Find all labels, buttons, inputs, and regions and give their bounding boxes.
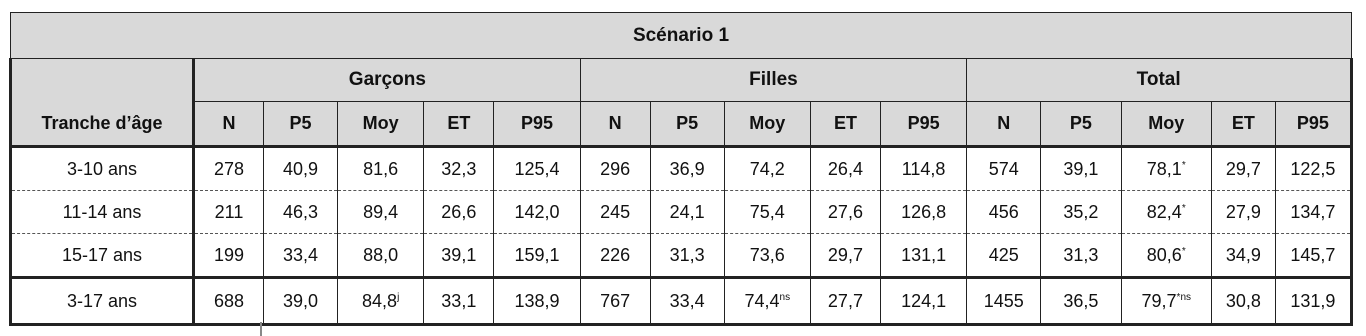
cell-value: 40,9 <box>282 158 318 179</box>
cell-value: 26,4 <box>827 158 863 179</box>
table-cell <box>1212 278 1276 325</box>
cell-value: 114,8 <box>901 158 946 179</box>
cell-value: 27,7 <box>827 290 863 311</box>
table-cell <box>1275 234 1351 278</box>
table-cell <box>1041 234 1121 278</box>
col-header-n: N <box>580 102 650 147</box>
cell-value: 159,1 <box>514 244 560 265</box>
table-cell <box>724 278 810 325</box>
corner-cell <box>11 59 194 102</box>
table-cell <box>337 191 423 234</box>
cell-value: 145,7 <box>1290 244 1336 265</box>
table-cell <box>810 234 880 278</box>
cell-value: 75,4 <box>749 201 785 222</box>
col-header-p5: P5 <box>1041 102 1121 147</box>
cell-value: 33,4 <box>282 244 318 265</box>
col-header-et: ET <box>810 102 880 147</box>
cell-annotation: * <box>1181 245 1186 257</box>
cell-value: 33,1 <box>441 290 477 311</box>
table-cell <box>580 147 650 191</box>
table-cell <box>580 278 650 325</box>
table-cell <box>880 191 966 234</box>
cell-value: 78,1 <box>1146 158 1182 179</box>
cell-value: 226 <box>600 244 631 265</box>
cell-value: 131,1 <box>901 244 947 265</box>
cell-value: 142,0 <box>514 201 560 222</box>
col-header-et: ET <box>424 102 494 147</box>
cell-value: 34,9 <box>1225 244 1261 265</box>
table-cell <box>880 278 966 325</box>
table-cell <box>724 191 810 234</box>
table-cell <box>424 147 494 191</box>
table-row <box>11 147 1352 191</box>
table-cell <box>1212 191 1276 234</box>
col-header-p95: P95 <box>880 102 966 147</box>
table-cell <box>424 191 494 234</box>
group-header-garcons: Garçons <box>194 59 581 102</box>
cell-value: 29,7 <box>1225 158 1261 179</box>
table-cell <box>194 234 264 278</box>
cell-value: 31,3 <box>669 244 705 265</box>
cell-value: 125,4 <box>514 158 560 179</box>
cell-value: 574 <box>988 158 1019 179</box>
cell-value: 74,4 <box>744 290 780 311</box>
col-header-p5: P5 <box>263 102 337 147</box>
age-group-label: 3-10 ans <box>11 147 194 191</box>
cell-value: 39,0 <box>282 290 318 311</box>
cell-value: 456 <box>988 201 1019 222</box>
table-cell <box>337 234 423 278</box>
table-cell <box>263 147 337 191</box>
cell-value: 82,4 <box>1146 201 1182 222</box>
cell-value: 36,9 <box>669 158 705 179</box>
column-header-row <box>11 102 1352 147</box>
table-cell <box>967 147 1041 191</box>
table-cell <box>194 278 264 325</box>
table-body <box>11 147 1352 325</box>
table-cell <box>424 234 494 278</box>
scenario-table <box>9 12 1353 326</box>
table-cell <box>880 234 966 278</box>
table-cell <box>1041 278 1121 325</box>
table-cell <box>337 278 423 325</box>
table-cell <box>263 191 337 234</box>
table-cell <box>337 147 423 191</box>
table-cell <box>650 191 724 234</box>
table-cell <box>424 278 494 325</box>
cell-value: 84,8 <box>362 290 398 311</box>
table-cell <box>724 147 810 191</box>
cell-value: 767 <box>600 290 631 311</box>
age-group-label: 3-17 ans <box>11 278 194 325</box>
table-title: Scénario 1 <box>11 13 1352 59</box>
col-header-p95: P95 <box>494 102 580 147</box>
table-cell <box>263 234 337 278</box>
age-group-header: Tranche d’âge <box>11 102 194 147</box>
group-header-total: Total <box>967 59 1352 102</box>
table-cell <box>967 278 1041 325</box>
col-header-n: N <box>194 102 264 147</box>
table-cell <box>650 234 724 278</box>
cell-value: 425 <box>988 244 1019 265</box>
table-cell <box>1275 147 1351 191</box>
cell-value: 73,6 <box>749 244 785 265</box>
table-cell <box>1041 191 1121 234</box>
cell-value: 296 <box>600 158 631 179</box>
cell-value: 131,9 <box>1290 290 1336 311</box>
table-cell <box>1041 147 1121 191</box>
table-cell <box>1212 147 1276 191</box>
cell-value: 211 <box>214 201 244 222</box>
col-header-n: N <box>967 102 1041 147</box>
cell-value: 199 <box>213 244 245 265</box>
cell-value: 79,7 <box>1141 290 1177 311</box>
table-cell <box>494 234 580 278</box>
table-cell <box>1121 278 1211 325</box>
table-row <box>11 278 1352 325</box>
cell-value: 35,2 <box>1063 201 1099 222</box>
cell-value: 31,3 <box>1063 244 1099 265</box>
cell-value: 33,4 <box>669 290 705 311</box>
table-cell <box>880 147 966 191</box>
col-header-p95: P95 <box>1275 102 1351 147</box>
col-header-p5: P5 <box>650 102 724 147</box>
table-cell <box>1121 147 1211 191</box>
divider <box>260 322 262 336</box>
table-cell <box>1212 234 1276 278</box>
table-cell <box>967 234 1041 278</box>
col-header-moy: Moy <box>724 102 810 147</box>
cell-value: 1455 <box>983 290 1024 311</box>
cell-annotation: * <box>1181 202 1186 214</box>
col-header-moy: Moy <box>1121 102 1211 147</box>
cell-annotation: j <box>397 291 400 303</box>
table-cell <box>724 234 810 278</box>
cell-value: 27,6 <box>827 201 863 222</box>
table-cell <box>810 147 880 191</box>
cell-value: 26,6 <box>441 201 477 222</box>
cell-value: 124,1 <box>901 290 947 311</box>
cell-value: 46,3 <box>282 201 318 222</box>
table-cell <box>494 191 580 234</box>
cell-value: 39,1 <box>441 244 477 265</box>
cell-value: 88,0 <box>363 244 399 265</box>
table-cell <box>580 191 650 234</box>
table-cell <box>494 147 580 191</box>
table-cell <box>494 278 580 325</box>
cell-value: 24,1 <box>669 201 705 222</box>
cell-value: 278 <box>213 158 245 179</box>
cell-value: 30,8 <box>1225 290 1261 311</box>
cell-annotation: ns <box>779 291 791 303</box>
table-cell <box>263 278 337 325</box>
table-row <box>11 191 1352 234</box>
cell-value: 245 <box>600 201 631 222</box>
table-cell <box>650 278 724 325</box>
table-cell <box>194 191 264 234</box>
table-cell <box>1275 191 1351 234</box>
cell-value: 134,7 <box>1290 201 1336 222</box>
table-cell <box>810 191 880 234</box>
cell-value: 74,2 <box>749 158 785 179</box>
table-cell <box>650 147 724 191</box>
cell-value: 36,5 <box>1063 290 1099 311</box>
table-row <box>11 234 1352 278</box>
col-header-et: ET <box>1212 102 1276 147</box>
table-cell <box>810 278 880 325</box>
table-cell <box>1121 191 1211 234</box>
cell-value: 688 <box>213 290 245 311</box>
cell-value: 27,9 <box>1225 201 1261 222</box>
table-cell <box>1275 278 1351 325</box>
table-cell <box>580 234 650 278</box>
cell-annotation: * <box>1181 159 1186 171</box>
age-group-label: 15-17 ans <box>11 234 194 278</box>
group-header-filles: Filles <box>580 59 967 102</box>
cell-value: 81,6 <box>363 158 399 179</box>
col-header-moy: Moy <box>337 102 423 147</box>
cell-value: 138,9 <box>514 290 560 311</box>
cell-value: 39,1 <box>1063 158 1099 179</box>
table-cell <box>967 191 1041 234</box>
cell-value: 89,4 <box>363 201 399 222</box>
age-group-label: 11-14 ans <box>11 191 194 234</box>
cell-value: 80,6 <box>1146 244 1182 265</box>
cell-value: 126,8 <box>901 201 947 222</box>
table-cell <box>194 147 264 191</box>
cell-value: 29,7 <box>827 244 863 265</box>
table-cell <box>1121 234 1211 278</box>
cell-value: 32,3 <box>441 158 477 179</box>
cell-value: 122,5 <box>1290 158 1336 179</box>
cell-annotation: *ns <box>1176 291 1191 303</box>
